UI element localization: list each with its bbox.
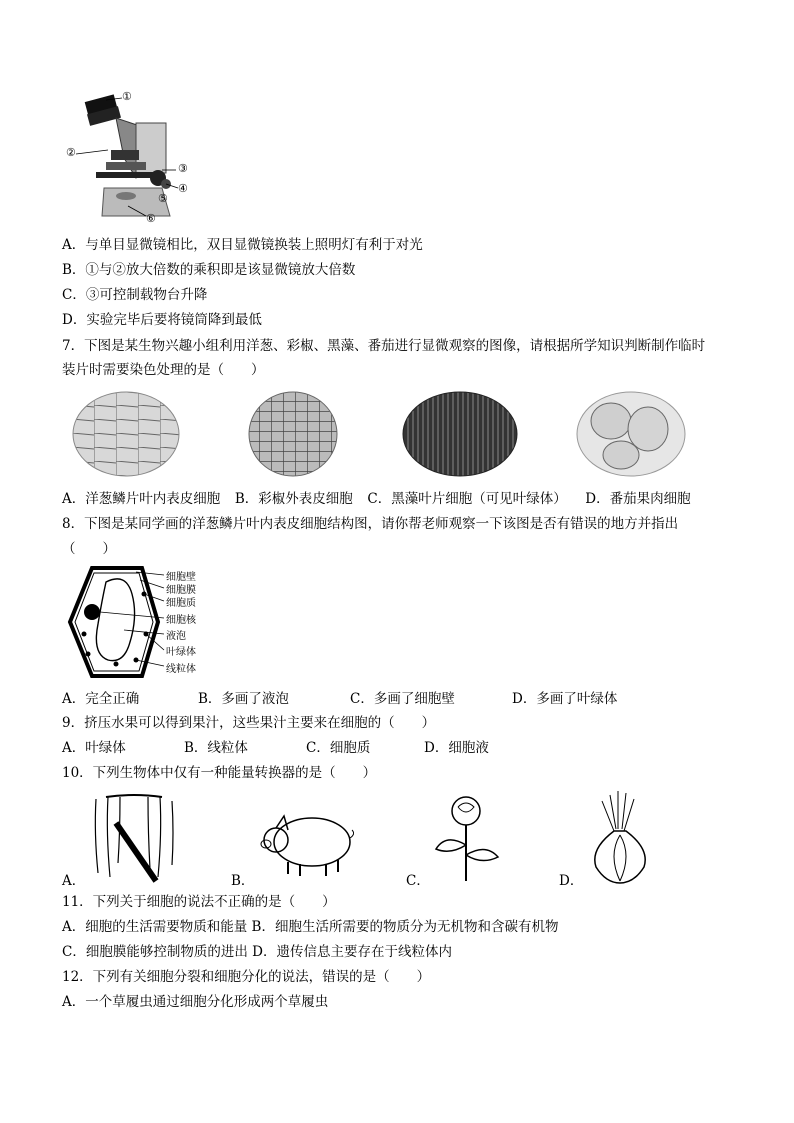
q8-option-b: B．多画了液泡 — [198, 691, 289, 707]
q10-option-b: B． — [231, 873, 255, 889]
q12-stem: 12．下列有关细胞分裂和细胞分化的说法，错误的是（ ） — [62, 969, 431, 985]
cell-label-mitochondria: 线粒体 — [166, 664, 196, 675]
q9-option-d: D．细胞液 — [424, 740, 489, 756]
pepper-cell-image — [248, 391, 338, 477]
q8-option-c: C．多画了细胞壁 — [350, 691, 455, 707]
q7-options — [62, 490, 691, 508]
q9-option-a: A．叶绿体 — [62, 740, 126, 756]
cell-label-vacuole: 液泡 — [166, 631, 186, 642]
q8-option-d: D．多画了叶绿体 — [512, 691, 618, 707]
hydrilla-cell-image — [402, 391, 518, 477]
q7-stem-cont: 装片时需要染色处理的是（ ） — [62, 362, 265, 378]
cell-label-membrane: 细胞膜 — [166, 585, 196, 596]
cell-label-wall: 细胞壁 — [166, 572, 196, 583]
microscope-label-4: ④ — [178, 182, 188, 195]
microscope-figure — [66, 88, 192, 228]
q8-option-a: A．完全正确 — [62, 691, 140, 707]
q6-option-b: B．①与②放大倍数的乘积即是该显微镜放大倍数 — [62, 262, 356, 278]
q7-option-b: B．彩椒外表皮细胞 — [234, 491, 353, 507]
q8-stem: 8．下图是某同学画的洋葱鳞片叶内表皮细胞结构图，请你帮老师观察一下该图是否有错误的地方并指出 — [62, 516, 679, 532]
q10-options — [62, 872, 583, 890]
q11-options-line1: A．细胞的生活需要物质和能量 B．细胞生活所需要的物质分为无机物和含碳有机物 — [62, 919, 559, 935]
q10-option-c: C． — [406, 873, 430, 889]
microscope-label-1: ① — [122, 90, 132, 103]
onion-image — [588, 789, 652, 887]
q7-option-c: C．黑藻叶片细胞（可见叶绿体） — [367, 491, 567, 507]
q7-option-d: D．番茄果肉细胞 — [585, 491, 691, 507]
q9-option-c: C．细胞质 — [306, 740, 371, 756]
q7-option-a: A．洋葱鳞片叶内表皮细胞 — [62, 491, 221, 507]
q10-option-d: D． — [559, 873, 584, 889]
q9-option-b: B．线粒体 — [184, 740, 248, 756]
tomato-cell-image — [576, 391, 686, 477]
q11-stem: 11．下列关于细胞的说法不正确的是（ ） — [62, 894, 336, 910]
microscope-label-6: ⑥ — [146, 212, 156, 225]
q6-option-c: C．③可控制载物台升降 — [62, 287, 208, 303]
cell-label-chloroplast: 叶绿体 — [166, 647, 196, 658]
q10-option-a: A． — [62, 873, 86, 889]
q12-option-a: A．一个草履虫通过细胞分化形成两个草履虫 — [62, 994, 329, 1010]
pig-image — [258, 806, 354, 878]
microscope-label-2: ② — [66, 146, 76, 159]
q6-option-d: D．实验完毕后要将镜筒降到最低 — [62, 312, 262, 328]
microscope-label-3: ③ — [178, 162, 188, 175]
q10-stem: 10．下列生物体中仅有一种能量转换器的是（ ） — [62, 765, 377, 781]
q7-stem: 7．下图是某生物兴趣小组利用洋葱、彩椒、黑藻、番茄进行显微观察的图像，请根据所学知识判断制作临时 — [62, 338, 706, 354]
q8-stem-cont: （ ） — [62, 541, 116, 557]
q11-options-line2: C．细胞膜能够控制物质的进出 D．遗传信息主要存在于线粒体内 — [62, 944, 452, 960]
cell-diagram — [64, 564, 214, 680]
q8-options — [62, 690, 617, 708]
cell-label-nucleus: 细胞核 — [166, 615, 196, 626]
q6-option-a: A．与单目显微镜相比，双目显微镜换装上照明灯有利于对光 — [62, 237, 423, 253]
q9-options — [62, 739, 489, 757]
q9-stem: 9．挤压水果可以得到果汁，这些果汁主要来在细胞的（ ） — [62, 715, 436, 731]
cell-label-cytoplasm: 细胞质 — [166, 598, 196, 609]
microscope-label-5: ⑤ — [158, 192, 168, 205]
onion-cell-image — [72, 391, 180, 477]
